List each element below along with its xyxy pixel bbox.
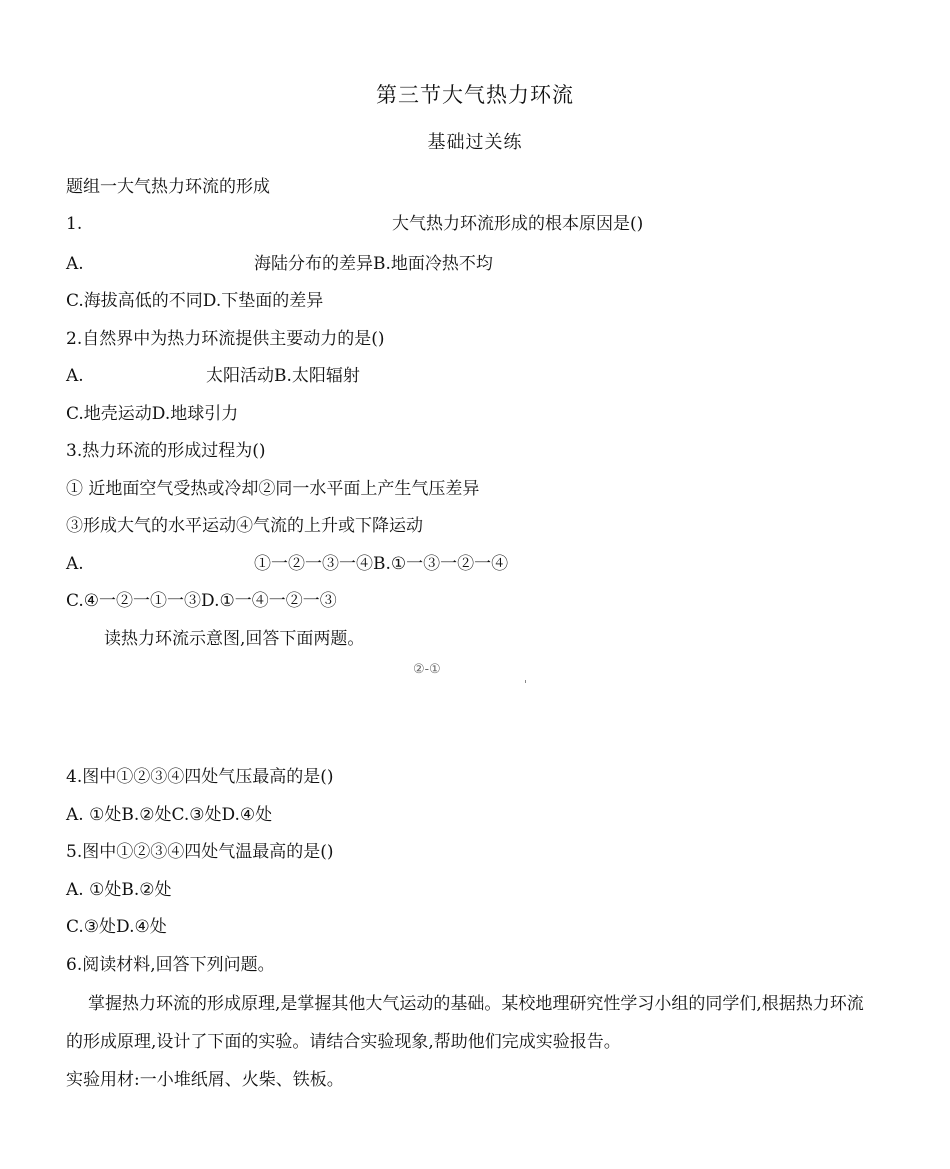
q3-stem: 3.热力环流的形成过程为() xyxy=(66,441,266,461)
q3-items-3-4: ③形成大气的水平运动④气流的上升或下降运动 xyxy=(66,516,423,536)
q2-option-a-label: A. xyxy=(66,366,84,386)
q1-stem: 大气热力环流形成的根本原因是() xyxy=(392,214,644,234)
q3-option-a-label: A. xyxy=(66,554,84,574)
q6-stem: 6.阅读材料,回答下列问题。 xyxy=(66,955,275,975)
q1-number: 1. xyxy=(66,214,83,234)
q5-options-ab: A. ①处B.②处 xyxy=(66,880,172,900)
figure-label: ②-① xyxy=(413,662,441,677)
q2-options-ab: 太阳活动B.太阳辐射 xyxy=(206,366,360,386)
q3-options-cd: C.④一②一①一③D.①一④一②一③ xyxy=(66,591,337,611)
q6-materials: 实验用材:一小堆纸屑、火柴、铁板。 xyxy=(66,1070,344,1090)
q1-options-cd: C.海拔高低的不同D.下垫面的差异 xyxy=(66,291,324,311)
q1-options-ab: 海陆分布的差异B.地面冷热不均 xyxy=(254,254,493,274)
page-subtitle: 基础过关练 xyxy=(427,132,523,153)
q5-options-cd: C.③处D.④处 xyxy=(66,917,167,937)
q2-options-cd: C.地壳运动D.地球引力 xyxy=(66,404,239,424)
q3-items-1-2: ① 近地面空气受热或冷却②同一水平面上产生气压差异 xyxy=(66,479,480,499)
page-title: 第三节大气热力环流 xyxy=(376,83,574,107)
figure-instruction: 读热力环流示意图,回答下面两题。 xyxy=(104,629,365,649)
q4-options: A. ①处B.②处C.③处D.④处 xyxy=(66,805,273,825)
q3-options-ab: ①一②一③一④B.①一③一②一④ xyxy=(254,554,509,574)
q6-paragraph: 掌握热力环流的形成原理,是掌握其他大气运动的基础。某校地理研究性学习小组的同学们,根据热力环流的形成原理,设计了下面的实验。请结合实验现象,帮助他们完成实验报告。 xyxy=(66,994,864,1052)
q1-option-a-label: A. xyxy=(66,254,84,274)
q2-stem: 2.自然界中为热力环流提供主要动力的是() xyxy=(66,329,385,349)
question-group-heading: 题组一大气热力环流的形成 xyxy=(66,177,270,197)
q5-stem: 5.图中①②③④四处气温最高的是() xyxy=(66,842,334,862)
figure-mark xyxy=(525,680,526,683)
q4-stem: 4.图中①②③④四处气压最高的是() xyxy=(66,767,334,787)
